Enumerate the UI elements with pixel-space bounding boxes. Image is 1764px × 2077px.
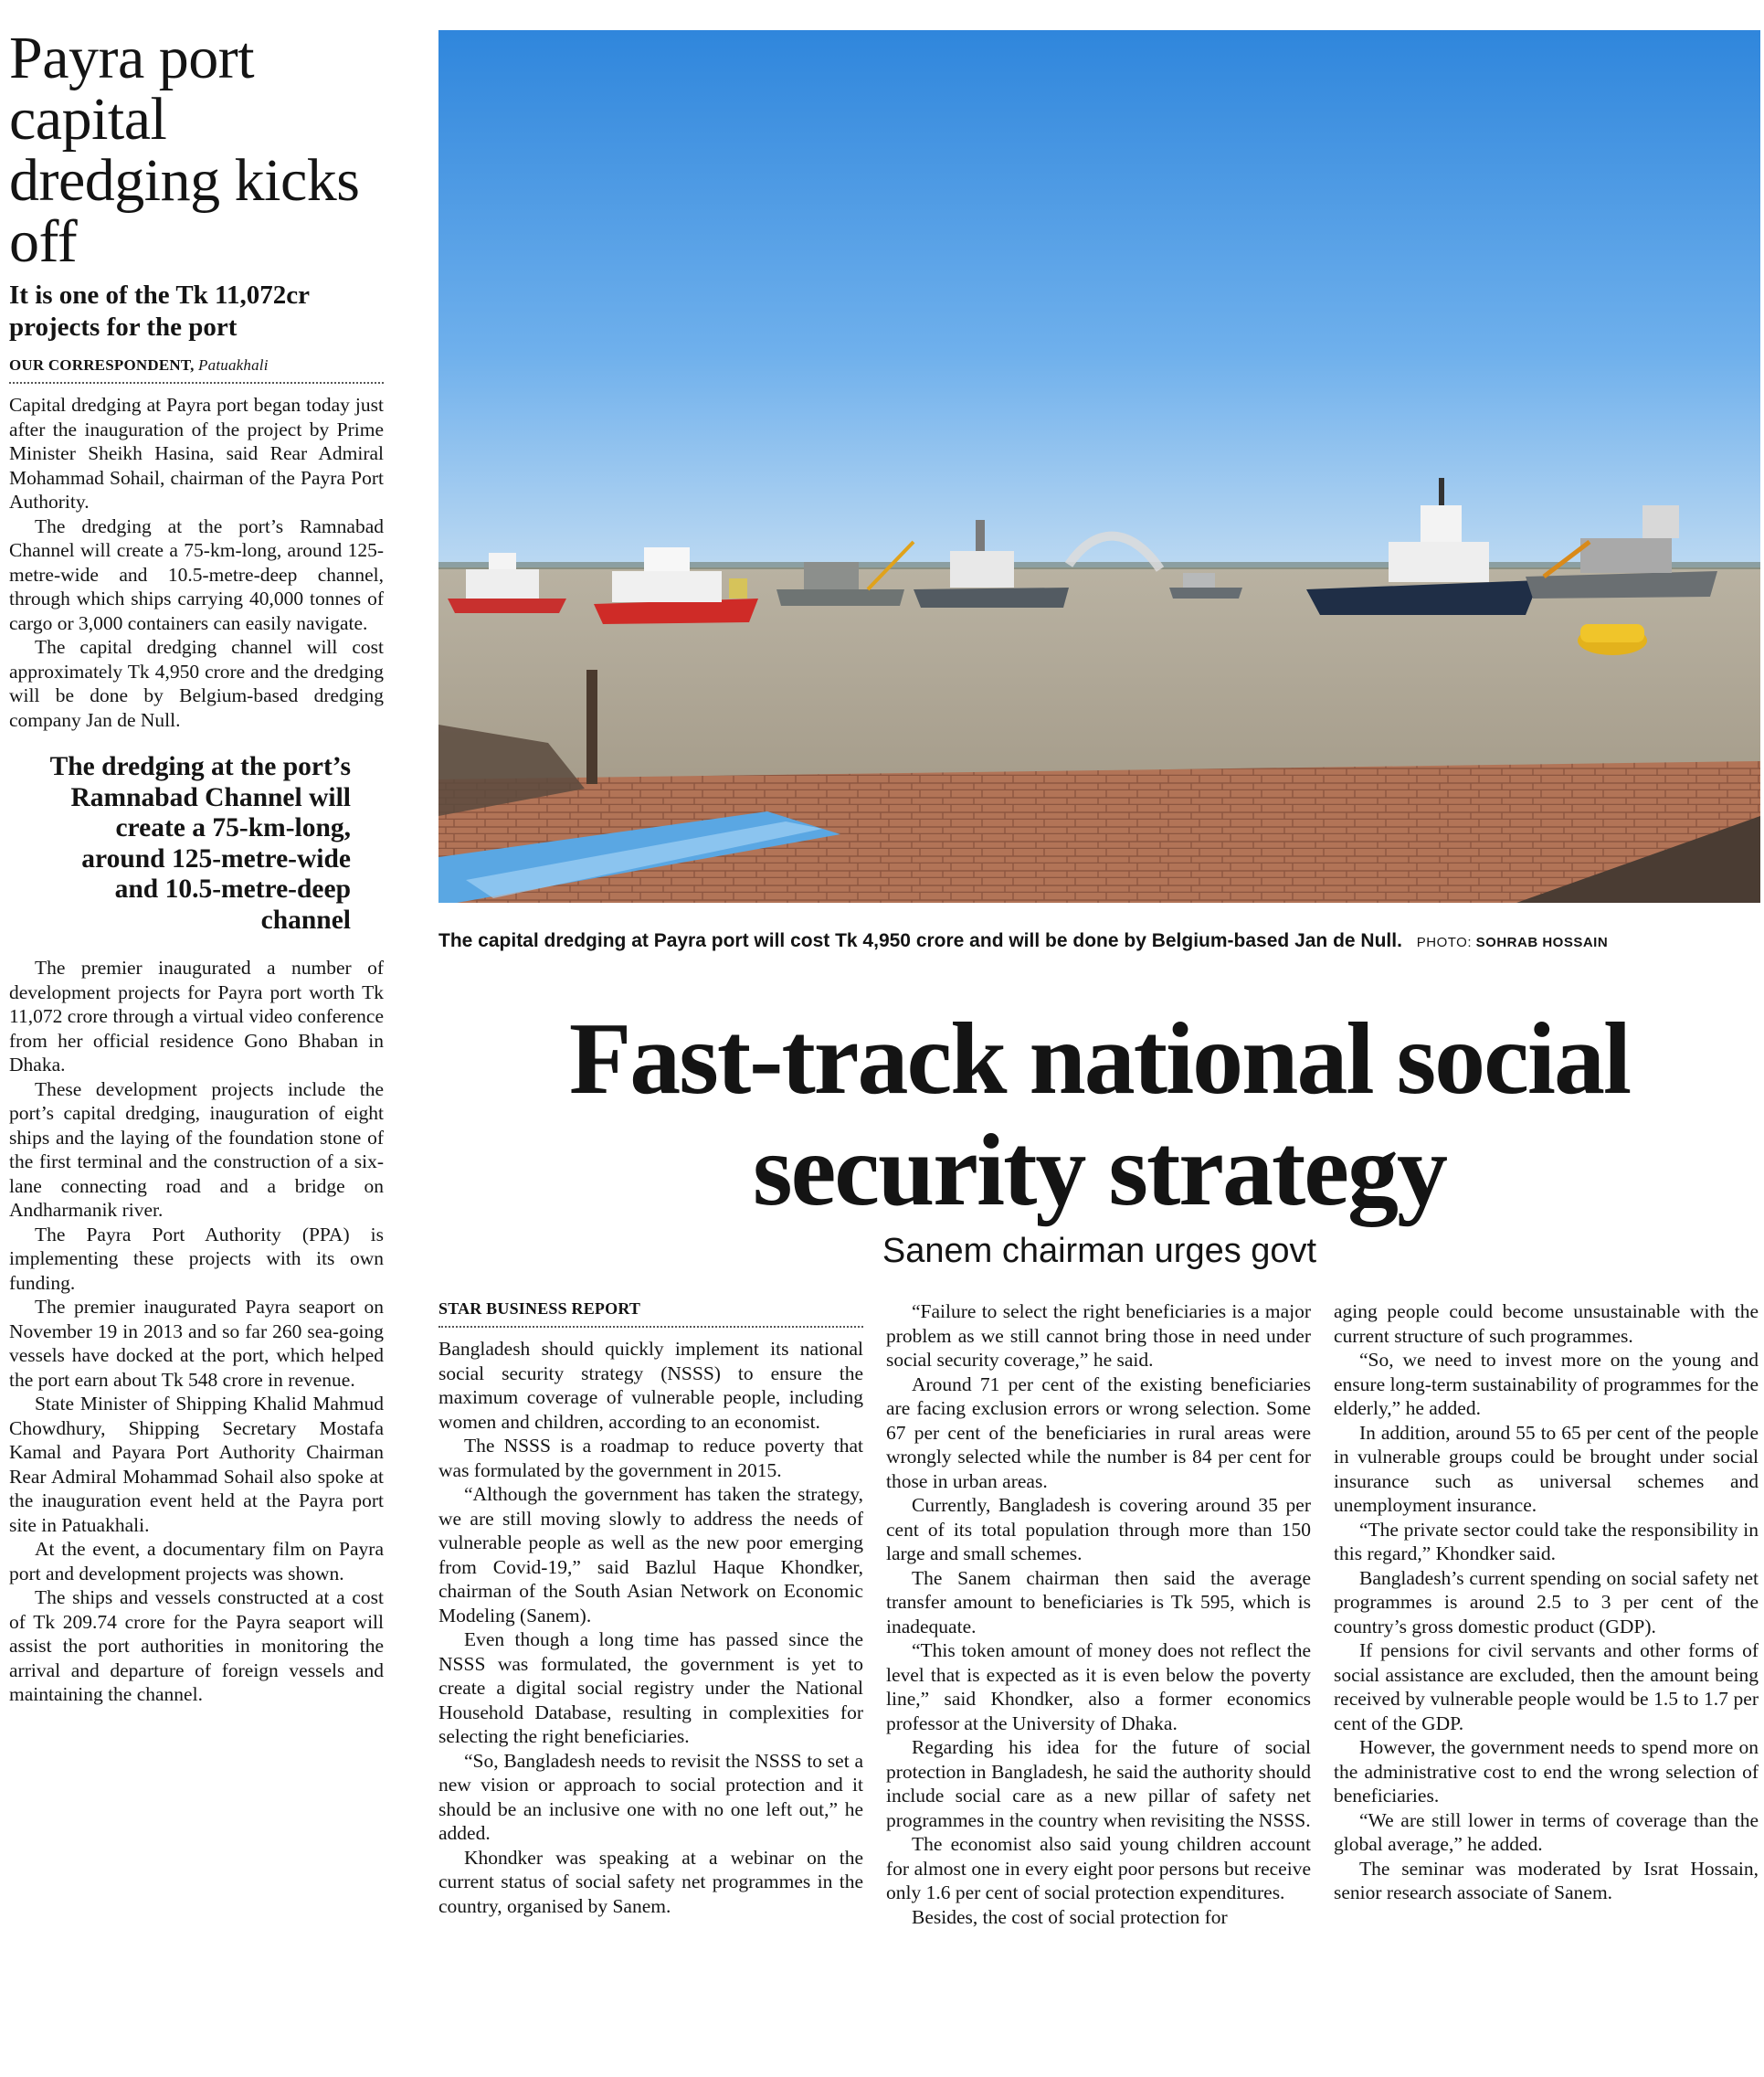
main-paragraph: Khondker was speaking at a webinar on the current status of social safety net programmes in the country, organised by Sanem. <box>438 1846 863 1917</box>
left-paragraph: The premier inaugurated a number of development projects for Payra port worth Tk 11,072 crore through a virtual video conference from her official residence Gono Bhaban in Dhaka. <box>9 957 384 1076</box>
main-paragraph: Even though a long time has passed since the NSSS was formulated, the government is yet to create a digital social registry under the National Household Database, resulting in complexities for selecting the right beneficiaries. <box>438 1628 863 1747</box>
main-headline-line: security strategy <box>752 1114 1447 1227</box>
main-paragraph: Currently, Bangladesh is covering around 35 per cent of its total population through more than 150 large and small schemes. <box>886 1494 1311 1564</box>
main-column-2 <box>886 1299 1311 1929</box>
main-paragraph: Bangladesh should quickly implement its national social security strategy (NSSS) to ensure the maximum coverage of vulnerable people, including women and children, according to an economist. <box>438 1338 863 1433</box>
photo-credit-label: PHOTO: <box>1416 935 1472 950</box>
main-paragraph: “Although the government has taken the strategy, we are still moving slowly to address the needs of vulnerable people as well as the new poor emerging from Covid-19,” said Bazlul Haque Khondker, chairman of the South Asian Network on Economic Modeling (Sanem). <box>438 1483 863 1627</box>
main-headline-line: Fast-track national social <box>568 1002 1631 1116</box>
left-paragraph: State Minister of Shipping Khalid Mahmud Chowdhury, Shipping Secretary Mostafa Kamal and Payara Port Authority Chairman Rear Admiral Mohammad Sohail also spoke at the inauguration event held at the Payra port site in Patuakhali. <box>9 1393 384 1536</box>
photo-caption <box>438 930 1760 952</box>
main-subheadline: Sanem chairman urges govt <box>882 1232 1317 1270</box>
left-paragraph: The ships and vessels constructed at a cost of Tk 209.74 crore for the Payra seaport will assist the port authorities in monitoring the arrival and departure of foreign vessels and maintaining the channel. <box>9 1586 384 1705</box>
main-column-1 <box>438 1299 863 1918</box>
left-paragraph: The premier inaugurated Payra seaport on November 19 in 2013 and so far 260 sea-going vessels have docked at the port, which helped the port earn about Tk 548 crore in revenue. <box>9 1296 384 1391</box>
main-paragraph: “So, we need to invest more on the young and ensure long-term sustainability of programmes for the elderly,” he added. <box>1334 1349 1759 1419</box>
wooden-post <box>586 670 597 784</box>
main-paragraph: aging people could become unsustainable with the current structure of such programmes. <box>1334 1300 1759 1347</box>
main-paragraph: The Sanem chairman then said the average transfer amount to beneficiaries is Tk 595, which is inadequate. <box>886 1566 1311 1637</box>
main-paragraph: Around 71 per cent of the existing beneficiaries are facing exclusion errors or wrong selection. Some 67 per cent of the beneficiaries in rural areas were wrongly selected while the number is 84 per cent for those in urban areas. <box>886 1372 1311 1492</box>
main-paragraph: The economist also said young children account for almost one in every eight poor persons but receive only 1.6 per cent of social protection expenditures. <box>886 1833 1311 1903</box>
photo-caption-text: The capital dredging at Payra port will cost Tk 4,950 crore and will be done by Belgium-based Jan de Null. <box>438 930 1402 951</box>
main-paragraph: “Failure to select the right beneficiaries is a major problem as we still cannot bring those in need under social security coverage,” he said. <box>886 1300 1311 1371</box>
main-paragraph: If pensions for civil servants and other forms of social assistance are excluded, then the amount being received by vulnerable people would be 1.5 to 1.7 per cent of the GDP. <box>1334 1639 1759 1734</box>
main-paragraph: Regarding his idea for the future of social protection in Bangladesh, he said the authority should include social care as a new pillar of safety net programmes in the country when revisiting the NSSS. <box>886 1736 1311 1831</box>
photo-credit-name: SOHRAB HOSSAIN <box>1475 935 1609 950</box>
main-paragraph: “This token amount of money does not reflect the level that is expected as it is even below the poverty line,” said Khondker, also a former economics professor at the University of Dhaka. <box>886 1639 1311 1734</box>
left-paragraph: The Payra Port Authority (PPA) is implementing these projects with its own funding. <box>9 1223 384 1294</box>
main-paragraph: In addition, around 55 to 65 per cent of the people in vulnerable groups could be brought under social insurance such as universal schemes and unemployment insurance. <box>1334 1421 1759 1516</box>
main-paragraph: “We are still lower in terms of coverage than the global average,” he added. <box>1334 1808 1759 1855</box>
left-subheadline: It is one of the Tk 11,072cr projects for the port <box>9 281 310 342</box>
left-pull-quote: The dredging at the port’s Ramnabad Channel will create a 75-km-long, around 125-metre-wide and 10.5-metre-deep channel <box>49 752 351 935</box>
left-headline: Payra port capital dredging kicks off <box>9 25 360 275</box>
harbour-photo <box>438 30 1760 903</box>
main-paragraph: “So, Bangladesh needs to revisit the NSSS to set a new vision or approach to social protection and it should be an inclusive one with no one left out,” he added. <box>438 1749 863 1844</box>
left-paragraph: Capital dredging at Payra port began today just after the inauguration of the project by Prime Minister Sheikh Hasina, said Rear Admiral Mohammad Sohail, chairman of the Payra Port Authority. <box>9 394 384 513</box>
left-paragraph: At the event, a documentary film on Payra port and development projects was shown. <box>9 1538 384 1584</box>
main-paragraph: Bangladesh’s current spending on social safety net programmes is around 2.5 to 3 per cent of the country’s gross domestic product (GDP). <box>1334 1566 1759 1637</box>
left-byline <box>9 356 384 384</box>
main-paragraph: “The private sector could take the responsibility in this regard,” Khondker said. <box>1334 1518 1759 1564</box>
main-paragraph: However, the government needs to spend more on the administrative cost to end the wrong selection of beneficiaries. <box>1334 1736 1759 1807</box>
main-paragraph: The NSSS is a roadmap to reduce poverty that was formulated by the government in 2015. <box>438 1435 863 1481</box>
left-byline-name: OUR CORRESPONDENT, <box>9 356 195 374</box>
photo-credit <box>1417 935 1608 950</box>
sky <box>438 30 1760 569</box>
left-paragraph: The dredging at the port’s Ramnabad Channel will create a 75-km-long, around 125-metre-wide and 10.5-metre-deep channel, through which ships carrying 40,000 tonnes of cargo or 3,000 containers can easily navigate. <box>9 514 384 634</box>
main-byline: STAR BUSINESS REPORT <box>438 1299 863 1328</box>
main-paragraph: The seminar was moderated by Israt Hossain, senior research associate of Sanem. <box>1334 1857 1759 1903</box>
main-column-3 <box>1334 1299 1759 1905</box>
harbour-photo-illustration <box>438 30 1760 903</box>
left-article <box>9 0 384 1707</box>
main-paragraph: Besides, the cost of social protection for <box>912 1905 1228 1928</box>
main-headline <box>438 1003 1760 1226</box>
left-byline-location: Patuakhali <box>198 356 269 374</box>
yellow-buoy-top <box>1580 624 1644 642</box>
left-paragraph: These development projects include the port’s capital dredging, inauguration of eight ships and the laying of the foundation stone of the first terminal and the construction of a six-lane connecting road and a bridge on Andharmanik river. <box>9 1077 384 1221</box>
left-body-a <box>9 393 384 732</box>
left-paragraph: The capital dredging channel will cost approximately Tk 4,950 crore and the dredging will be done by Belgium-based dredging company Jan de Null. <box>9 636 384 731</box>
left-body-b <box>9 956 384 1707</box>
